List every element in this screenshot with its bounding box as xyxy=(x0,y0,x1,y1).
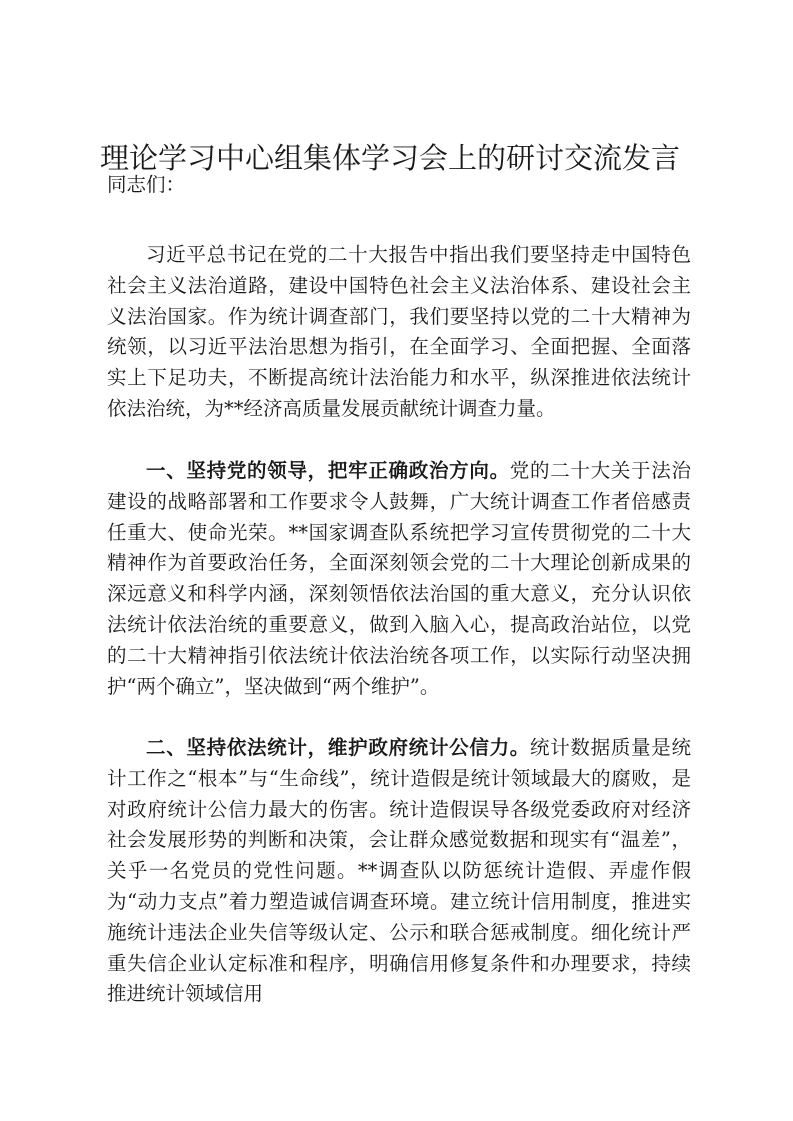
paragraph-text: 统计数据质量是统计工作之“根本”与“生命线”，统计造假是统计领域最大的腐败，是对政府统计公信力最大的伤害。统计造假误导各级党委政府对经济社会发展形势的判断和决策，会让群众感觉数据和现实有“温差”，关乎一名党员的党性问题。**调查队以防惩统计造假、弄虚作假为“动力支点”着力塑造诚信调查环境。建立统计信用制度，推进实施统计违法企业失信等级认定、公示和联合惩戒制度。细化统计严重失信企业认定标准和程序，明确信用修复条件和办理要求，持续推进统计领域信用 xyxy=(107,736,691,1006)
paragraph-text: 习近平总书记在党的二十大报告中指出我们要坚持走中国特色社会主义法治道路，建设中国特色社会主义法治体系、建设社会主义法治国家。作为统计调查部门，我们要坚持以党的二十大精神为统领，以习近平法治思想为指引，在全面学习、全面把握、全面落实上下足功夫，不断提高统计法治能力和水平，纵深推进依法统计依法治统，为**经济高质量发展贡献统计调查力量。 xyxy=(107,243,691,420)
paragraph-text: 党的二十大关于法治建设的战略部署和工作要求令人鼓舞，广大统计调查工作者倍感责任重大、使命光荣。**国家调查队系统把学习宣传贯彻党的二十大精神作为首要政治任务，全面深刻领会党的二十大理论创新成果的深远意义和科学内涵，深刻领悟依法治国的重大意义，充分认识依法统计依法治统的重要意义，做到入脑入心，提高政治站位，以党的二十大精神指引依法统计依法治统各项工作，以实际行动坚决拥护“两个确立”，坚决做到“两个维护”。 xyxy=(107,459,691,698)
section-heading: 一、坚持党的领导，把牢正确政治方向。 xyxy=(146,459,510,482)
salutation: 同志们： xyxy=(107,173,186,196)
document-title: 理论学习中心组集体学习会上的研讨交流发言 xyxy=(100,141,681,175)
section-heading: 二、坚持依法统计，维护政府统计公信力。 xyxy=(146,736,530,759)
paragraph-section-1 xyxy=(107,456,691,702)
paragraph-intro xyxy=(107,240,691,425)
paragraph-section-2 xyxy=(107,733,691,1010)
